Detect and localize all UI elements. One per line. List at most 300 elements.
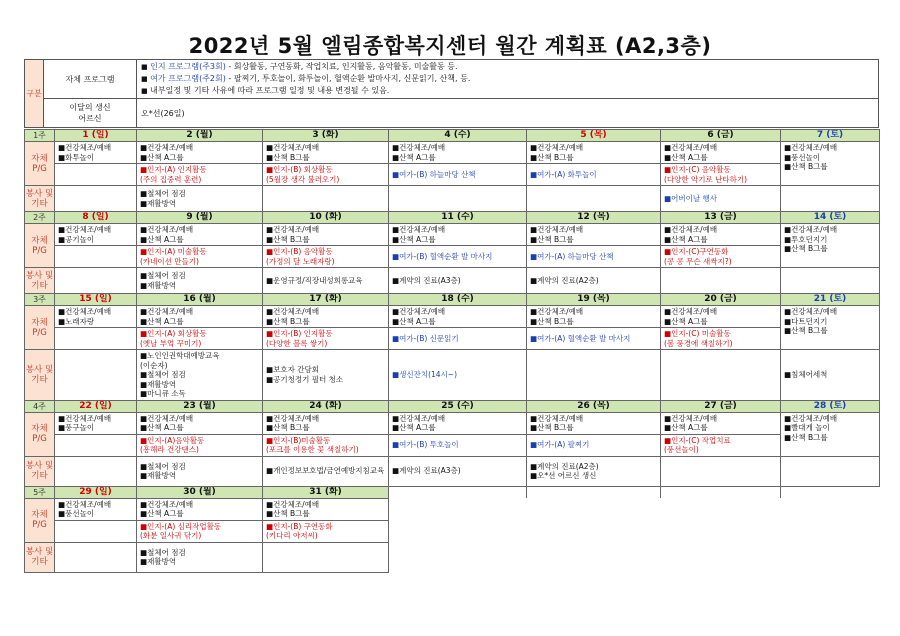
day-header: 31 (화) <box>263 486 389 498</box>
etc-cell <box>389 350 527 401</box>
program-cell <box>263 246 389 268</box>
etc-item: ■재활방역 <box>140 557 177 566</box>
self-item: ■산책 A그룹 <box>392 316 436 326</box>
etc-cell <box>137 350 263 401</box>
empty-cell <box>661 486 781 498</box>
program-cell <box>389 434 527 456</box>
self-item: ■산책 A그룹 <box>140 316 184 326</box>
etc-row <box>25 268 880 294</box>
self-items-cell <box>661 412 781 434</box>
program-cell <box>137 164 263 186</box>
day-header: 19 (목) <box>527 294 661 306</box>
program-cell <box>661 164 781 186</box>
program-item <box>664 165 777 184</box>
etc-item: ■생신잔치(14시~) <box>392 370 457 379</box>
etc-label: 봉사 및 기타 <box>25 542 55 572</box>
self-item: ■산책 B그룹 <box>266 234 310 244</box>
etc-item: ■어버이날 행사 <box>664 193 717 203</box>
etc-item: ■철체어 점검 <box>140 189 186 198</box>
etc-cell <box>55 186 137 212</box>
etc-item: ■철체어 점검 <box>140 547 186 557</box>
day-header: 17 (화) <box>263 294 389 306</box>
day-header: 4 (수) <box>389 130 527 142</box>
etc-item: ■철체어 점검 <box>140 461 186 471</box>
gubun-label: 구분 <box>25 60 44 128</box>
self-item: ■건강체조/예배 <box>140 225 194 234</box>
self-item: ■건강체조/예배 <box>58 143 112 152</box>
self-item: ■산책 B그룹 <box>530 423 574 432</box>
program-detail: (가정의 달 노래자랑) <box>266 256 335 266</box>
program-line-notice: ■ 내부일정 및 기타 사유에 따라 프로그램 일정 및 내용 변경될 수 있음. <box>141 86 390 95</box>
self-item: ■산책 B그룹 <box>530 152 574 162</box>
etc-item: ■재활방역 <box>140 198 177 208</box>
program-row <box>25 520 880 542</box>
etc-item: ■계약의 진료(A3층) <box>392 275 461 285</box>
program-title: ■인지-(B)미술활동 <box>266 435 331 445</box>
program-detail: (다양한 블록 쌓기) <box>266 338 328 348</box>
self-items-cell <box>389 306 527 328</box>
etc-item: ■운영규정/직장내성희롱교육 <box>266 275 363 285</box>
week-header-row <box>25 294 880 306</box>
self-item: ■다트던지기 <box>784 316 828 326</box>
program-item <box>266 247 385 266</box>
program-cell <box>527 246 661 268</box>
self-item: ■산책 A그룹 <box>140 423 184 432</box>
program-item <box>664 436 777 455</box>
week-label: 1주 <box>25 130 55 142</box>
day-header: 25 (수) <box>389 400 527 412</box>
program-cell <box>137 328 263 350</box>
self-item: ■건강체조/예배 <box>58 413 112 423</box>
etc-cell <box>389 186 527 212</box>
self-item: ■건강체조/예배 <box>140 143 194 152</box>
program-detail: (봄 풍경에 색칠하기) <box>664 338 733 348</box>
program-line-leisure: ■ 여가 프로그램(주2회) - 팔찌기, 투호놀이, 화투놀이, 혈액순환 발마사지, 신문읽기, 산책, 등. <box>141 74 471 83</box>
program-detail: (키다리 아저씨) <box>266 531 318 540</box>
self-item: ■건강체조/예배 <box>392 143 446 152</box>
self-item: ■건강체조/예배 <box>784 143 838 152</box>
program-cell <box>527 434 661 456</box>
empty-cell <box>389 486 527 498</box>
program-title: ■인지-(C) 작업치료 <box>664 435 731 445</box>
program-cell <box>55 164 137 186</box>
etc-row <box>25 350 880 401</box>
self-item: ■건강체조/예배 <box>58 225 112 234</box>
etc-item: ■철체어 점검 <box>140 370 186 379</box>
self-item: ■산책 A그룹 <box>140 234 184 244</box>
self-pg-label: 자체 P/G <box>25 224 55 268</box>
self-item: ■건강체조/예배 <box>784 225 838 234</box>
self-item: ■산책 A그룹 <box>140 509 184 518</box>
self-item: ■투호던지기 <box>784 234 828 244</box>
week-header-row <box>25 130 880 142</box>
self-items-cell <box>137 412 263 434</box>
etc-row <box>25 456 880 486</box>
week-label: 3주 <box>25 294 55 306</box>
week-header-row <box>25 212 880 224</box>
program-detail: (콩 콩 무슨 새싹지?) <box>664 256 732 266</box>
self-items-cell <box>781 412 880 456</box>
etc-item: ■철체어 점검 <box>140 271 186 280</box>
self-pg-label: 자체 P/G <box>25 306 55 350</box>
empty-cell <box>389 520 880 542</box>
self-items-cell <box>389 142 527 164</box>
self-item: ■산책 B그룹 <box>266 152 310 162</box>
day-header: 14 (토) <box>781 212 880 224</box>
program-cell <box>137 246 263 268</box>
self-item: ■건강체조/예배 <box>530 225 584 234</box>
self-items-cell <box>55 498 137 520</box>
day-header: 18 (수) <box>389 294 527 306</box>
program-cell <box>527 328 661 350</box>
etc-cell <box>781 186 880 212</box>
program-detail: (주의 집중력 훈련) <box>140 174 202 184</box>
program-item: ■여가-(A) 화투놀이 <box>530 169 597 179</box>
etc-cell <box>781 456 880 486</box>
self-item: ■건강체조/예배 <box>784 307 838 316</box>
etc-item: ■공기청정기 필터 청소 <box>266 374 344 384</box>
self-item: ■화투놀이 <box>58 152 95 162</box>
program-detail: (옛날 부엌 꾸미기) <box>140 338 202 348</box>
etc-item: ■계약의 진료(A2층) <box>530 461 599 471</box>
self-pg-label: 자체 P/G <box>25 498 55 542</box>
program-cell <box>661 246 781 268</box>
etc-cell <box>661 186 781 212</box>
self-item: ■산책 B그룹 <box>266 509 310 518</box>
self-item: ■산책 B그룹 <box>784 326 828 335</box>
program-item: ■여가-(A) 하늘마당 산책 <box>530 251 614 261</box>
self-item: ■산책 B그룹 <box>530 234 574 244</box>
self-items-cell <box>661 306 781 328</box>
program-detail: (풍선놀이) <box>664 445 699 454</box>
self-item: ■풍선놀이 <box>58 509 95 518</box>
monthly-calendar <box>24 129 880 573</box>
self-program-description <box>137 60 879 99</box>
program-title: ■인지-(B) 음악활동 <box>266 247 333 256</box>
etc-item: ■재활방역 <box>140 280 177 290</box>
day-header: 30 (월) <box>137 486 263 498</box>
program-detail: (다양한 악기로 난타하기) <box>664 174 748 184</box>
etc-item: ■계약의 진료(A2층) <box>530 275 599 285</box>
self-item: ■산책 A그룹 <box>140 152 184 162</box>
self-item: ■건강체조/예배 <box>392 307 446 316</box>
day-header: 26 (목) <box>527 400 661 412</box>
day-header: 24 (화) <box>263 400 389 412</box>
self-items-cell <box>55 142 137 164</box>
etc-item: ■개인정보보호법/금연예방지침교육 <box>266 466 385 476</box>
self-item: ■산책 B그룹 <box>784 244 828 253</box>
self-item: ■건강체조/예배 <box>664 413 718 423</box>
self-item: ■건강체조/예배 <box>140 499 194 509</box>
self-item: ■풍선놀이 <box>784 152 821 162</box>
program-line-cognitive: ■ 인지 프로그램(주3회) - 회상활동, 구연동화, 작업치료, 인지활동, 음악활동, 미술활동 등. <box>141 62 458 71</box>
self-items-cell <box>527 142 661 164</box>
program-title: ■인지-(B) 구연동화 <box>266 521 333 531</box>
program-cell <box>263 328 389 350</box>
self-items-cell <box>263 498 389 520</box>
self-items-cell <box>55 306 137 328</box>
self-items-cell <box>389 412 527 434</box>
self-item: ■산책 A그룹 <box>392 234 436 244</box>
program-item <box>266 165 385 184</box>
self-item: ■산책 A그룹 <box>664 234 708 244</box>
etc-label: 봉사 및 기타 <box>25 456 55 486</box>
etc-cell <box>263 268 389 294</box>
day-header: 6 (금) <box>661 130 781 142</box>
program-title: ■인지-(A) 회상활동 <box>140 329 207 338</box>
program-cell <box>661 328 781 350</box>
program-row <box>25 164 880 186</box>
self-item: ■산책 B그룹 <box>530 316 574 326</box>
program-cell <box>527 164 661 186</box>
program-item <box>266 436 385 455</box>
program-title: ■인지-(B) 회상활동 <box>266 165 333 174</box>
self-item: ■건강체조/예배 <box>58 307 112 316</box>
program-cell <box>55 328 137 350</box>
self-item: ■건강체조/예배 <box>58 499 112 509</box>
etc-row <box>25 542 880 572</box>
birthday-label: 이달의 생신 어르신 <box>44 99 137 128</box>
self-item: ■건강체조/예배 <box>266 499 320 509</box>
etc-cell <box>55 542 137 572</box>
self-items-cell <box>137 306 263 328</box>
program-detail: (포크를 이용한 꽃 색칠하기) <box>266 445 359 454</box>
program-title: ■인지-(C) 미술활동 <box>664 329 731 338</box>
etc-cell <box>527 186 661 212</box>
etc-item: ■침체어세척 <box>784 370 828 379</box>
program-cell <box>55 520 137 542</box>
self-item: ■건강체조/예배 <box>140 413 194 423</box>
program-item <box>266 522 385 541</box>
self-item: ■건강체조/예배 <box>266 143 320 152</box>
program-title: ■인지-(A) 미술활동 <box>140 247 207 256</box>
self-items-cell <box>389 224 527 246</box>
program-cell <box>389 328 527 350</box>
etc-label: 봉사 및 기타 <box>25 186 55 212</box>
program-cell <box>263 520 389 542</box>
program-item <box>664 247 777 266</box>
day-header: 21 (토) <box>781 294 880 306</box>
week-label: 4주 <box>25 400 55 412</box>
self-item: ■건강체조/예배 <box>266 307 320 316</box>
week-label: 2주 <box>25 212 55 224</box>
day-header: 5 (목) <box>527 130 661 142</box>
program-title: ■인지-(A) 심리작업활동 <box>140 521 222 531</box>
etc-item: ■재활방역 <box>140 471 177 480</box>
etc-cell <box>137 456 263 486</box>
day-header: 29 (일) <box>55 486 137 498</box>
etc-cell <box>137 186 263 212</box>
self-item: ■건강체조/예배 <box>664 307 718 316</box>
day-header: 7 (토) <box>781 130 880 142</box>
program-info-table <box>24 59 879 128</box>
etc-cell <box>527 456 661 486</box>
self-item: ■산책 A그룹 <box>664 316 708 326</box>
program-item <box>140 329 259 348</box>
etc-label: 봉사 및 기타 <box>25 350 55 401</box>
etc-cell <box>55 268 137 294</box>
program-item <box>140 522 259 541</box>
day-header: 2 (월) <box>137 130 263 142</box>
program-row <box>25 328 880 350</box>
etc-cell <box>527 350 661 401</box>
day-header: 27 (금) <box>661 400 781 412</box>
program-item <box>140 436 259 455</box>
self-item: ■건강체조/예배 <box>530 143 584 152</box>
empty-cell <box>527 486 661 498</box>
etc-cell <box>661 350 781 401</box>
program-item <box>266 329 385 348</box>
etc-item: ■보호자 간담회 <box>266 365 319 375</box>
program-detail: (5월장 생각 불러오기) <box>266 174 340 184</box>
self-items-cell <box>263 306 389 328</box>
self-items-cell <box>527 224 661 246</box>
program-cell <box>389 246 527 268</box>
day-header: 22 (일) <box>55 400 137 412</box>
self-items-cell <box>527 306 661 328</box>
day-header: 16 (월) <box>137 294 263 306</box>
page-title: 2022년 5월 엘림종합복지센터 월간 계획표 (A2,3층) <box>188 34 712 58</box>
program-title: ■인지-(A) 인지활동 <box>140 165 207 174</box>
self-items-cell <box>527 412 661 434</box>
week-header-row <box>25 400 880 412</box>
etc-item: ■마니큐 소독 <box>140 389 186 398</box>
program-item: ■여가-(A) 혈액순환 발 마사지 <box>530 333 631 343</box>
self-items-cell <box>781 142 880 186</box>
self-item: ■산책 A그룹 <box>392 152 436 162</box>
self-pg-label: 자체 P/G <box>25 412 55 456</box>
self-items-cell <box>137 142 263 164</box>
etc-cell <box>55 350 137 401</box>
day-header: 15 (일) <box>55 294 137 306</box>
etc-cell <box>781 268 880 294</box>
program-item: ■여가-(B) 혈액순환 발 마사지 <box>392 251 493 261</box>
etc-cell <box>389 268 527 294</box>
program-detail: (흥해라 건강댄스) <box>140 445 199 454</box>
self-item: ■건강체조/예배 <box>392 225 446 234</box>
self-item: ■노래자랑 <box>58 316 95 326</box>
self-item: ■건강체조/예배 <box>664 225 718 234</box>
program-item: ■여가-(A) 팔찌기 <box>530 440 590 450</box>
program-cell <box>55 434 137 456</box>
program-item: ■여가-(B) 신문읽기 <box>392 333 459 343</box>
program-title: ■인지-(C) 음악활동 <box>664 165 731 174</box>
program-detail: (화분 일사귀 닦기) <box>140 531 202 540</box>
self-item: ■산책 B그룹 <box>784 162 828 171</box>
self-item: ■건강체조/예배 <box>664 143 718 152</box>
self-program-row <box>25 224 880 246</box>
program-item: ■여가-(B) 투호놀이 <box>392 440 459 450</box>
program-title: ■인지-(A)음악활동 <box>140 435 205 445</box>
self-item: ■건강체조/예배 <box>140 307 194 316</box>
etc-cell <box>263 542 389 572</box>
self-item: ■빨대게 놀이 <box>784 423 830 432</box>
self-program-row <box>25 498 880 520</box>
empty-cell <box>389 498 880 520</box>
day-header: 10 (화) <box>263 212 389 224</box>
self-pg-label: 자체 P/G <box>25 142 55 186</box>
program-cell <box>55 246 137 268</box>
day-header: 23 (월) <box>137 400 263 412</box>
etc-cell <box>781 350 880 401</box>
self-item: ■건강체조/예배 <box>530 413 584 423</box>
self-item: ■공기놀이 <box>58 234 95 244</box>
self-program-row <box>25 412 880 434</box>
self-item: ■건강체조/예배 <box>266 225 320 234</box>
etc-cell <box>263 350 389 401</box>
empty-cell <box>781 486 880 498</box>
program-item <box>140 165 259 184</box>
self-program-row <box>25 306 880 328</box>
program-detail: (카네이션 만들기) <box>140 256 199 266</box>
day-header: 3 (화) <box>263 130 389 142</box>
etc-cell <box>263 456 389 486</box>
self-items-cell <box>137 224 263 246</box>
etc-cell <box>263 186 389 212</box>
program-row <box>25 246 880 268</box>
self-items-cell <box>661 224 781 246</box>
program-title: ■인지-(B) 인지활동 <box>266 329 333 338</box>
day-header: 13 (금) <box>661 212 781 224</box>
self-item: ■건강체조/예배 <box>784 413 838 423</box>
self-items-cell <box>263 224 389 246</box>
etc-item: (이순자) <box>140 360 168 370</box>
etc-cell <box>55 456 137 486</box>
etc-cell <box>527 268 661 294</box>
day-header: 1 (일) <box>55 130 137 142</box>
program-cell <box>661 434 781 456</box>
program-title: ■인지-(C)구연동화 <box>664 247 729 256</box>
program-cell <box>263 434 389 456</box>
self-item: ■산책 B그룹 <box>266 316 310 326</box>
self-item: ■산책 A그룹 <box>664 423 708 432</box>
day-header: 20 (금) <box>661 294 781 306</box>
program-item <box>664 329 777 348</box>
week-header-row <box>25 486 880 498</box>
program-cell <box>263 164 389 186</box>
program-item: ■여가-(B) 하늘마당 산책 <box>392 169 476 179</box>
etc-item: ■노인인권학대예방교육 <box>140 351 220 360</box>
day-header: 8 (일) <box>55 212 137 224</box>
program-cell <box>389 164 527 186</box>
self-items-cell <box>661 142 781 164</box>
program-item <box>140 247 259 266</box>
empty-cell <box>389 542 880 572</box>
self-item: ■건강체조/예배 <box>392 413 446 423</box>
self-items-cell <box>781 224 880 268</box>
self-item: ■산책 B그룹 <box>266 423 310 432</box>
etc-cell <box>137 542 263 572</box>
self-item: ■건강체조/예배 <box>530 307 584 316</box>
self-items-cell <box>263 412 389 434</box>
self-item: ■풍구놀이 <box>58 423 95 432</box>
self-item: ■산책 A그룹 <box>664 152 708 162</box>
self-item: ■산책 A그룹 <box>392 423 436 432</box>
etc-item: ■재활방역 <box>140 379 177 389</box>
self-item: ■건강체조/예배 <box>266 413 320 423</box>
etc-label: 봉사 및 기타 <box>25 268 55 294</box>
day-header: 9 (월) <box>137 212 263 224</box>
self-program-label: 자체 프로그램 <box>44 60 137 99</box>
etc-item: ■계약의 진료(A3층) <box>392 466 461 476</box>
etc-cell <box>661 268 781 294</box>
day-header: 28 (토) <box>781 400 880 412</box>
day-header: 11 (수) <box>389 212 527 224</box>
self-items-cell <box>55 412 137 434</box>
self-items-cell <box>263 142 389 164</box>
program-cell <box>137 434 263 456</box>
program-row <box>25 434 880 456</box>
